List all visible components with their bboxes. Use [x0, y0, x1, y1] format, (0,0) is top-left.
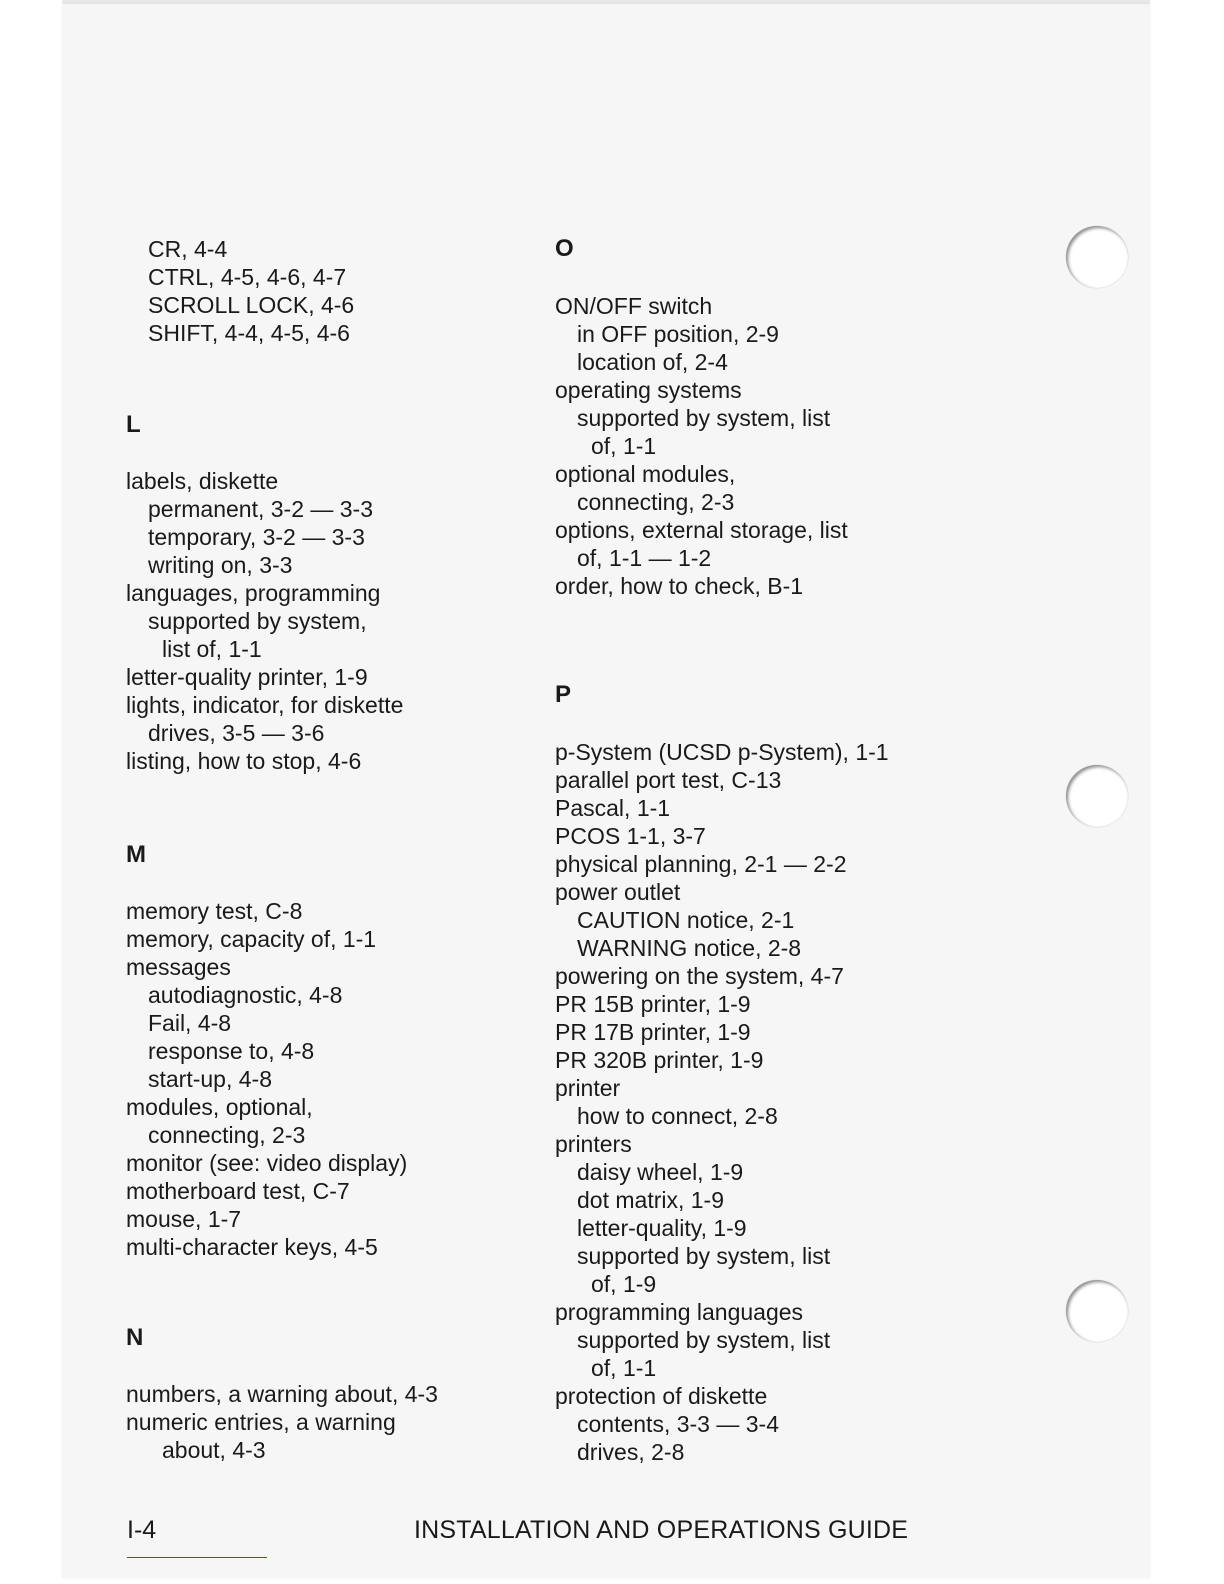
index-entry: SHIFT, 4-4, 4-5, 4-6: [148, 320, 350, 346]
index-entry: of, 1-9: [591, 1271, 657, 1297]
index-entry: printers: [555, 1131, 632, 1157]
index-entry: connecting, 2-3: [577, 489, 735, 515]
index-entry: optional modules,: [555, 461, 736, 487]
index-entry: of, 1-1: [591, 433, 657, 459]
index-entry: contents, 3-3 — 3-4: [577, 1411, 779, 1437]
index-entry: motherboard test, C-7: [126, 1178, 350, 1204]
index-entry: writing on, 3-3: [148, 552, 293, 578]
footer-rule: [127, 1557, 267, 1558]
index-entry: protection of diskette: [555, 1383, 768, 1409]
binder-hole-bottom: [1066, 1280, 1128, 1342]
index-entry: physical planning, 2-1 — 2-2: [555, 851, 847, 877]
index-entry: supported by system, list: [577, 1243, 831, 1269]
index-entry: PR 17B printer, 1-9: [555, 1019, 751, 1045]
index-entry: letter-quality, 1-9: [577, 1215, 747, 1241]
index-entry: p-System (UCSD p-System), 1-1: [555, 739, 889, 765]
index-entry: response to, 4-8: [148, 1038, 315, 1064]
index-entry: Fail, 4-8: [148, 1010, 232, 1036]
index-entry: power outlet: [555, 879, 681, 905]
section-heading-l: L: [126, 411, 141, 438]
index-entry: drives, 3-5 — 3-6: [148, 720, 325, 746]
index-entry: daisy wheel, 1-9: [577, 1159, 744, 1185]
index-entry: numeric entries, a warning: [126, 1409, 396, 1435]
index-entry: printer: [555, 1075, 621, 1101]
index-entry: monitor (see: video display): [126, 1150, 408, 1176]
index-entry: of, 1-1 — 1-2: [577, 545, 712, 571]
index-entry: in OFF position, 2-9: [577, 321, 779, 347]
index-entry: about, 4-3: [162, 1437, 266, 1463]
index-entry: SCROLL LOCK, 4-6: [148, 292, 355, 318]
index-entry: list of, 1-1: [162, 636, 262, 662]
index-entry: CAUTION notice, 2-1: [577, 907, 795, 933]
index-entry: lights, indicator, for diskette: [126, 692, 404, 718]
index-entry: start-up, 4-8: [148, 1066, 272, 1092]
index-entry: numbers, a warning about, 4-3: [126, 1381, 438, 1407]
index-entry: supported by system, list: [577, 1327, 831, 1353]
section-heading-p: P: [555, 681, 572, 708]
running-footer-title: INSTALLATION AND OPERATIONS GUIDE: [414, 1516, 909, 1544]
index-entry: CR, 4-4: [148, 236, 228, 262]
index-entry: of, 1-1: [591, 1355, 657, 1381]
index-entry: letter-quality printer, 1-9: [126, 664, 368, 690]
index-entry: powering on the system, 4-7: [555, 963, 844, 989]
index-entry: memory, capacity of, 1-1: [126, 926, 377, 952]
index-entry: multi-character keys, 4-5: [126, 1234, 378, 1260]
index-entry: PR 15B printer, 1-9: [555, 991, 751, 1017]
index-entry: languages, programming: [126, 580, 381, 606]
index-entry: CTRL, 4-5, 4-6, 4-7: [148, 264, 347, 290]
index-entry: permanent, 3-2 — 3-3: [148, 496, 374, 522]
index-entry: options, external storage, list: [555, 517, 848, 543]
index-entry: order, how to check, B-1: [555, 573, 804, 599]
index-entry: supported by system, list: [577, 405, 831, 431]
index-entry: labels, diskette: [126, 468, 279, 494]
index-entry: parallel port test, C-13: [555, 767, 782, 793]
index-entry: memory test, C-8: [126, 898, 303, 924]
index-entry: messages: [126, 954, 231, 980]
index-entry: listing, how to stop, 4-6: [126, 748, 362, 774]
index-entry: autodiagnostic, 4-8: [148, 982, 343, 1008]
section-heading-o: O: [555, 235, 574, 262]
index-entry: operating systems: [555, 377, 742, 403]
index-entry: mouse, 1-7: [126, 1206, 242, 1232]
binder-hole-middle: [1066, 765, 1128, 827]
index-entry: PR 320B printer, 1-9: [555, 1047, 764, 1073]
index-entry: modules, optional,: [126, 1094, 313, 1120]
index-entry: supported by system,: [148, 608, 367, 634]
index-entry: temporary, 3-2 — 3-3: [148, 524, 365, 550]
page-number: I-4: [127, 1516, 157, 1544]
index-entry: location of, 2-4: [577, 349, 728, 375]
index-entry: Pascal, 1-1: [555, 795, 671, 821]
index-entry: ON/OFF switch: [555, 293, 713, 319]
index-entry: drives, 2-8: [577, 1439, 685, 1465]
index-entry: WARNING notice, 2-8: [577, 935, 802, 961]
index-entry: connecting, 2-3: [148, 1122, 306, 1148]
binder-hole-top: [1066, 226, 1128, 288]
index-entry: PCOS 1-1, 3-7: [555, 823, 706, 849]
section-heading-m: M: [126, 841, 146, 868]
section-heading-n: N: [126, 1324, 144, 1351]
index-entry: programming languages: [555, 1299, 804, 1325]
index-entry: how to connect, 2-8: [577, 1103, 778, 1129]
index-entry: dot matrix, 1-9: [577, 1187, 724, 1213]
